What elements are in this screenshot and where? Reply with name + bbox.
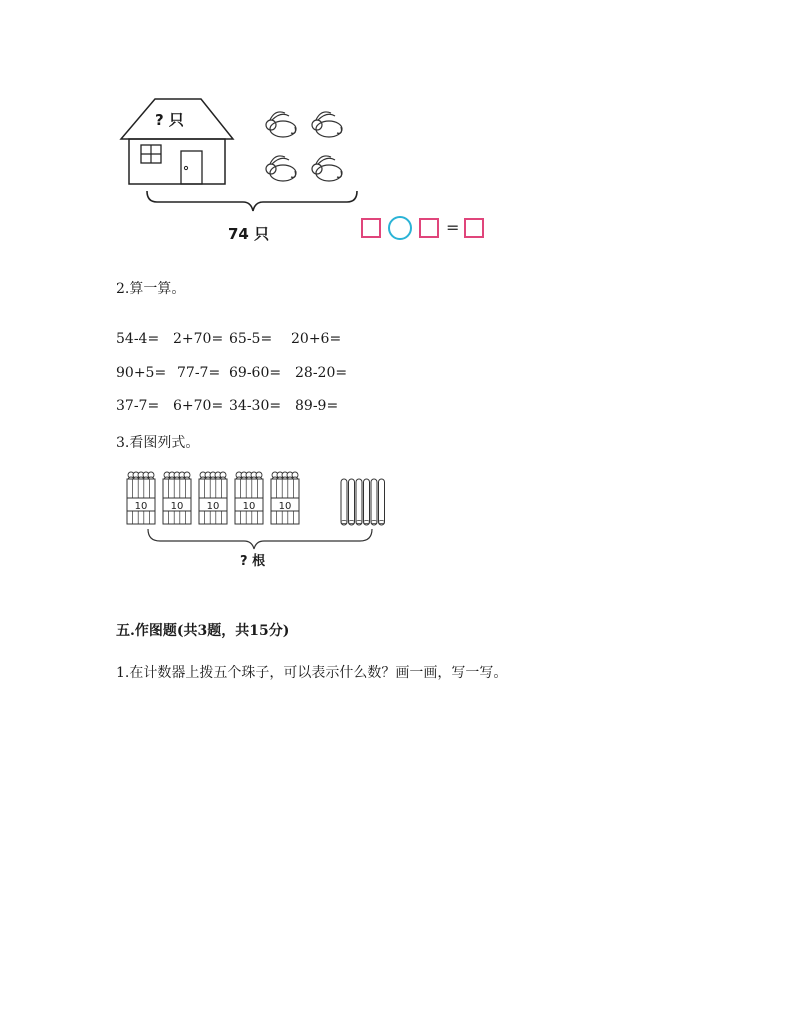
house-count-label: ? 只 bbox=[155, 111, 184, 129]
bundle-label: 10 bbox=[134, 501, 148, 512]
calc-item: 20+6= bbox=[291, 331, 342, 347]
stick-bundle bbox=[271, 472, 299, 524]
bundle-label: 10 bbox=[206, 501, 220, 512]
stick-bundle bbox=[163, 472, 191, 524]
calc-item: 54-4= bbox=[116, 331, 160, 347]
sticks-total-label: ? 根 bbox=[240, 554, 266, 569]
house-rabbit-figure bbox=[115, 95, 365, 245]
calc-item: 34-30= bbox=[229, 398, 282, 414]
stick-bundle bbox=[235, 472, 263, 524]
calc-item: 90+5= bbox=[116, 365, 167, 381]
bundle-label: 10 bbox=[242, 501, 256, 512]
answer-box-1[interactable] bbox=[361, 218, 381, 238]
rabbits-illustration bbox=[261, 107, 361, 187]
single-stick bbox=[371, 479, 377, 525]
single-stick bbox=[341, 479, 347, 525]
calc-item: 69-60= bbox=[229, 365, 282, 381]
calc-item: 2+70= bbox=[173, 331, 224, 347]
bundle-label: 10 bbox=[278, 501, 292, 512]
answer-box-2[interactable] bbox=[419, 218, 439, 238]
total-count-label: 74 只 bbox=[228, 225, 270, 243]
single-stick bbox=[349, 479, 355, 525]
sticks-brace bbox=[148, 529, 372, 549]
calc-item: 65-5= bbox=[229, 331, 273, 347]
stick-bundle bbox=[199, 472, 227, 524]
calc-item: 77-7= bbox=[177, 365, 221, 381]
operator-circle[interactable] bbox=[388, 216, 412, 240]
rabbit-icon bbox=[266, 156, 296, 181]
answer-box-result[interactable] bbox=[464, 218, 484, 238]
single-stick bbox=[356, 479, 362, 525]
rabbit-icon bbox=[312, 156, 342, 181]
q3-title: 3.看图列式。 bbox=[116, 435, 200, 451]
bundle-label: 10 bbox=[170, 501, 184, 512]
calc-item: 37-7= bbox=[116, 398, 160, 414]
calc-item: 28-20= bbox=[295, 365, 348, 381]
rabbit-icon bbox=[312, 112, 342, 137]
stick-bundle bbox=[127, 472, 155, 524]
single-stick bbox=[364, 479, 370, 525]
calc-item: 6+70= bbox=[173, 398, 224, 414]
section5-q1: 1.在计数器上拨五个珠子，可以表示什么数？画一画，写一写。 bbox=[116, 665, 508, 681]
equals-sign: = bbox=[446, 218, 460, 237]
section-heading: 五.作图题(共3题，共15分) bbox=[116, 623, 290, 639]
single-stick bbox=[379, 479, 385, 525]
rabbit-icon bbox=[266, 112, 296, 137]
calc-item: 89-9= bbox=[295, 398, 339, 414]
q2-title: 2.算一算。 bbox=[116, 281, 186, 297]
